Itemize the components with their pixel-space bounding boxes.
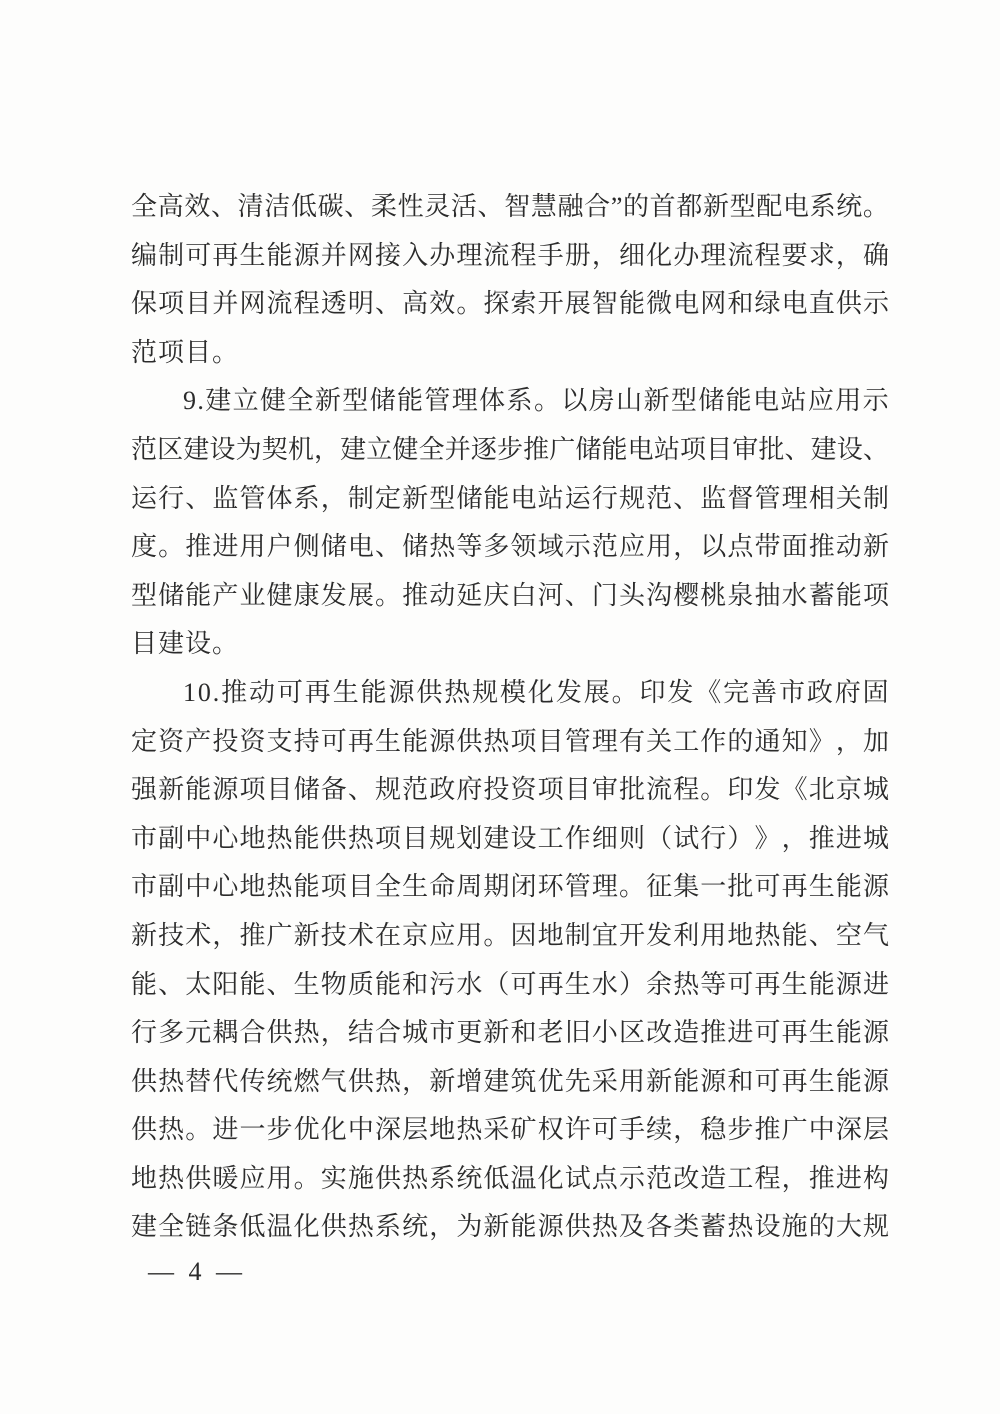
text-line: 度 。 推 进 用 户 侧 储 电 、 储 热 等 多 领 域 示 范 应 用 ， 以 点 带 面 推 动 新 (131, 532, 889, 562)
text-line: 供 热 替 代 传 统 燃 气 供 热 ， 新 增 建 筑 优 先 采 用 新 能 源 和 可 再 生 能 源 (131, 1066, 889, 1096)
text-line: 1 0 . 推 动 可 再 生 能 源 供 热 规 模 化 发 展 。 印 发 《 完 善 市 政 府 固 (183, 677, 889, 707)
text-line: 型 储 能 产 业 健 康 发 展 。 推 动 延 庆 白 河 、 门 头 沟 樱 桃 泉 抽 水 蓄 能 项 (131, 580, 889, 610)
text-line: 市 副 中 心 地 热 能 供 热 项 目 规 划 建 设 工 作 细 则 （ 试 行 ） 》 ， 推 进 城 (131, 823, 889, 853)
text-line: 保 项 目 并 网 流 程 透 明 、 高 效 。 探 索 开 展 智 能 微 电 网 和 绿 电 直 供 示 (131, 289, 889, 319)
text-line: 强 新 能 源 项 目 储 备 、 规 范 政 府 投 资 项 目 审 批 流 程 。 印 发 《 北 京 城 (131, 775, 889, 805)
text-line: 全 高 效 、 清 洁 低 碳 、 柔 性 灵 活 、 智 慧 融 合 ” 的 首 都 新 型 配 电 系 统 。 (131, 192, 889, 221)
text-line: 地 热 供 暖 应 用 。 实 施 供 热 系 统 低 温 化 试 点 示 范 改 造 工 程 ， 推 进 构 (131, 1163, 889, 1193)
text-line: 市 副 中 心 地 热 能 项 目 全 生 命 周 期 闭 环 管 理 。 征 集 一 批 可 再 生 能 源 (131, 872, 889, 902)
text-line: 范项目。 (131, 337, 240, 367)
text-line: 建 全 链 条 低 温 化 供 热 系 统 ， 为 新 能 源 供 热 及 各 类 蓄 热 设 施 的 大 规 (131, 1212, 889, 1242)
text-line: 供 热 。 进 一 步 优 化 中 深 层 地 热 采 矿 权 许 可 手 续 ， 稳 步 推 广 中 深 层 (131, 1115, 889, 1145)
text-line: 运 行 、 监 管 体 系 ， 制 定 新 型 储 能 电 站 运 行 规 范 、 监 督 管 理 相 关 制 (131, 483, 889, 513)
page-number: — 4 — (148, 1257, 246, 1286)
text-line: 范 区 建 设 为 契 机 ， 建 立 健 全 并 逐 步 推 广 储 能 电 站 项 目 审 批 、 建 设 、 (131, 434, 889, 464)
text-line: 能 、 太 阳 能 、 生 物 质 能 和 污 水 （ 可 再 生 水 ） 余 热 等 可 再 生 能 源 进 (131, 969, 889, 999)
text-line: 9 . 建 立 健 全 新 型 储 能 管 理 体 系 。 以 房 山 新 型 储 能 电 站 应 用 示 (183, 386, 889, 416)
text-line: 行 多 元 耦 合 供 热 ， 结 合 城 市 更 新 和 老 旧 小 区 改 造 推 进 可 再 生 能 源 (131, 1018, 889, 1048)
text-line: 编 制 可 再 生 能 源 并 网 接 入 办 理 流 程 手 册 ， 细 化 办 理 流 程 要 求 ， 确 (131, 240, 889, 270)
text-line: 定 资 产 投 资 支 持 可 再 生 能 源 供 热 项 目 管 理 有 关 工 作 的 通 知 》 ， 加 (131, 726, 889, 756)
text-line: 目建设。 (131, 629, 240, 659)
text-line: 新 技 术 ， 推 广 新 技 术 在 京 应 用 。 因 地 制 宜 开 发 利 用 地 热 能 、 空 气 (131, 920, 889, 950)
document-body (131, 183, 889, 1252)
